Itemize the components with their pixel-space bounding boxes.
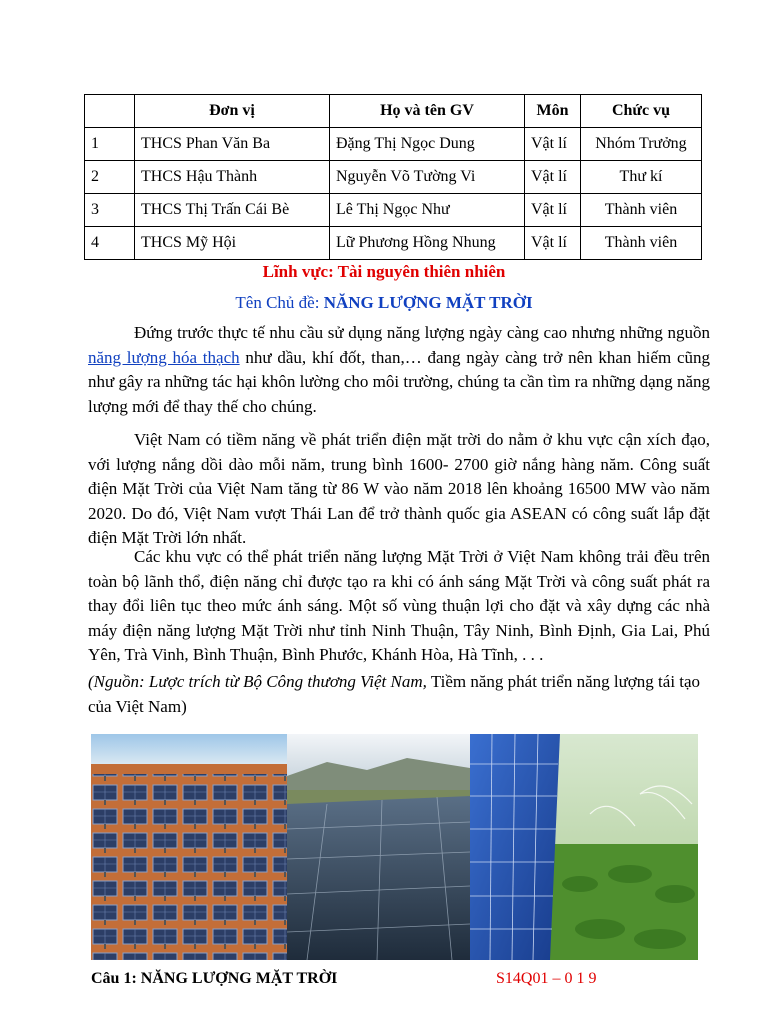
cell-subject: Vật lí	[525, 161, 581, 194]
question-code: S14Q01 – 0 1 9	[496, 970, 597, 987]
table-row	[85, 128, 702, 161]
solar-farm-desert-photo	[91, 734, 287, 960]
table-row	[85, 227, 702, 260]
solar-photo-strip	[91, 734, 698, 960]
cell-number: 3	[85, 194, 135, 227]
cell-role: Thành viên	[581, 194, 702, 227]
fossil-fuel-link[interactable]: năng lượng hóa thạch	[88, 347, 240, 367]
cell-role: Thư kí	[581, 161, 702, 194]
question-title: Câu 1: NĂNG LƯỢNG MẶT TRỜI	[91, 970, 338, 987]
solar-farm-hills-photo	[287, 734, 470, 960]
cell-unit: THCS Hậu Thành	[135, 161, 330, 194]
header-unit: Đơn vị	[135, 95, 330, 128]
cell-number: 1	[85, 128, 135, 161]
source-italic: (Nguồn: Lược trích từ Bộ Công thương Việt Nam,	[88, 672, 427, 691]
table-header-row	[85, 95, 702, 128]
cell-unit: THCS Thị Trấn Cái Bè	[135, 194, 330, 227]
cell-role: Nhóm Trưởng	[581, 128, 702, 161]
solar-panel-irrigation-photo	[470, 734, 698, 960]
table-row	[85, 194, 702, 227]
cell-subject: Vật lí	[525, 194, 581, 227]
source-normal: Tiềm năng phát triển năng lượng tái tạo của Việt Nam)	[88, 672, 701, 716]
cell-unit: THCS Mỹ Hội	[135, 227, 330, 260]
paragraph-vietnam-potential: Việt Nam có tiềm năng về phát triển điện mặt trời do nằm ở khu vực cận xích đạo, với lượng nắng dồi dào mỗi năm, trung bình 1600- 2700 giờ nắng hàng năm. Công suất điện Mặt Trời của Việt Nam tăng từ 86 W vào năm 2018 lên khoảng 16500 MW vào năm 2020. Do đó, Việt Nam vượt Thái Lan để trở thành quốc gia ASEAN có công suất lắp đặt điện Mặt Trời lớn nhất.	[88, 430, 710, 547]
cell-teacher-name: Đặng Thị Ngọc Dung	[330, 128, 525, 161]
topic-heading	[0, 293, 768, 313]
cell-teacher-name: Lữ Phương Hồng Nhung	[330, 227, 525, 260]
header-teacher-name: Họ và tên GV	[330, 95, 525, 128]
paragraph1-after: như dầu, khí đốt, than,… đang ngày càng trở nên khan hiếm cũng như gây ra những tác hại khôn lường cho môi trường, chúng ta cần tìm ra những dạng năng lượng mới để thay thế cho chúng.	[88, 347, 710, 416]
paragraph-fossil-energy	[88, 321, 710, 419]
cell-subject: Vật lí	[525, 227, 581, 260]
header-role: Chức vụ	[581, 95, 702, 128]
cell-teacher-name: Lê Thị Ngọc Như	[330, 194, 525, 227]
header-number	[85, 95, 135, 128]
cell-teacher-name: Nguyễn Võ Tường Vi	[330, 161, 525, 194]
field-heading: Lĩnh vực: Tài nguyên thiên nhiên	[262, 262, 506, 281]
paragraph-regions: Các khu vực có thể phát triển năng lượng Mặt Trời ở Việt Nam không trải đều trên toàn bộ lãnh thổ, điện năng chỉ được tạo ra khi có ánh sáng Mặt Trời và công suất phát ra thay đổi liên tục theo mức ánh sáng. Một số vùng thuận lợi cho đặt và xây dựng các nhà máy điện năng lượng Mặt Trời như tỉnh Ninh Thuận, Tây Ninh, Bình Định, Gia Lai, Phú Yên, Trà Vinh, Bình Thuận, Bình Phước, Khánh Hòa, Hà Tĩnh, . . .	[88, 547, 710, 664]
cell-role: Thành viên	[581, 227, 702, 260]
cell-unit: THCS Phan Văn Ba	[135, 128, 330, 161]
header-subject: Môn	[525, 95, 581, 128]
team-table	[84, 94, 702, 260]
source-citation	[88, 670, 710, 719]
topic-prefix: Tên Chủ đề:	[235, 293, 324, 312]
cell-subject: Vật lí	[525, 128, 581, 161]
topic-name: NĂNG LƯỢNG MẶT TRỜI	[323, 293, 533, 312]
cell-number: 4	[85, 227, 135, 260]
table-row	[85, 161, 702, 194]
paragraph1-before: Đứng trước thực tế nhu cầu sử dụng năng lượng ngày càng cao nhưng những nguồn	[134, 323, 710, 342]
cell-number: 2	[85, 161, 135, 194]
